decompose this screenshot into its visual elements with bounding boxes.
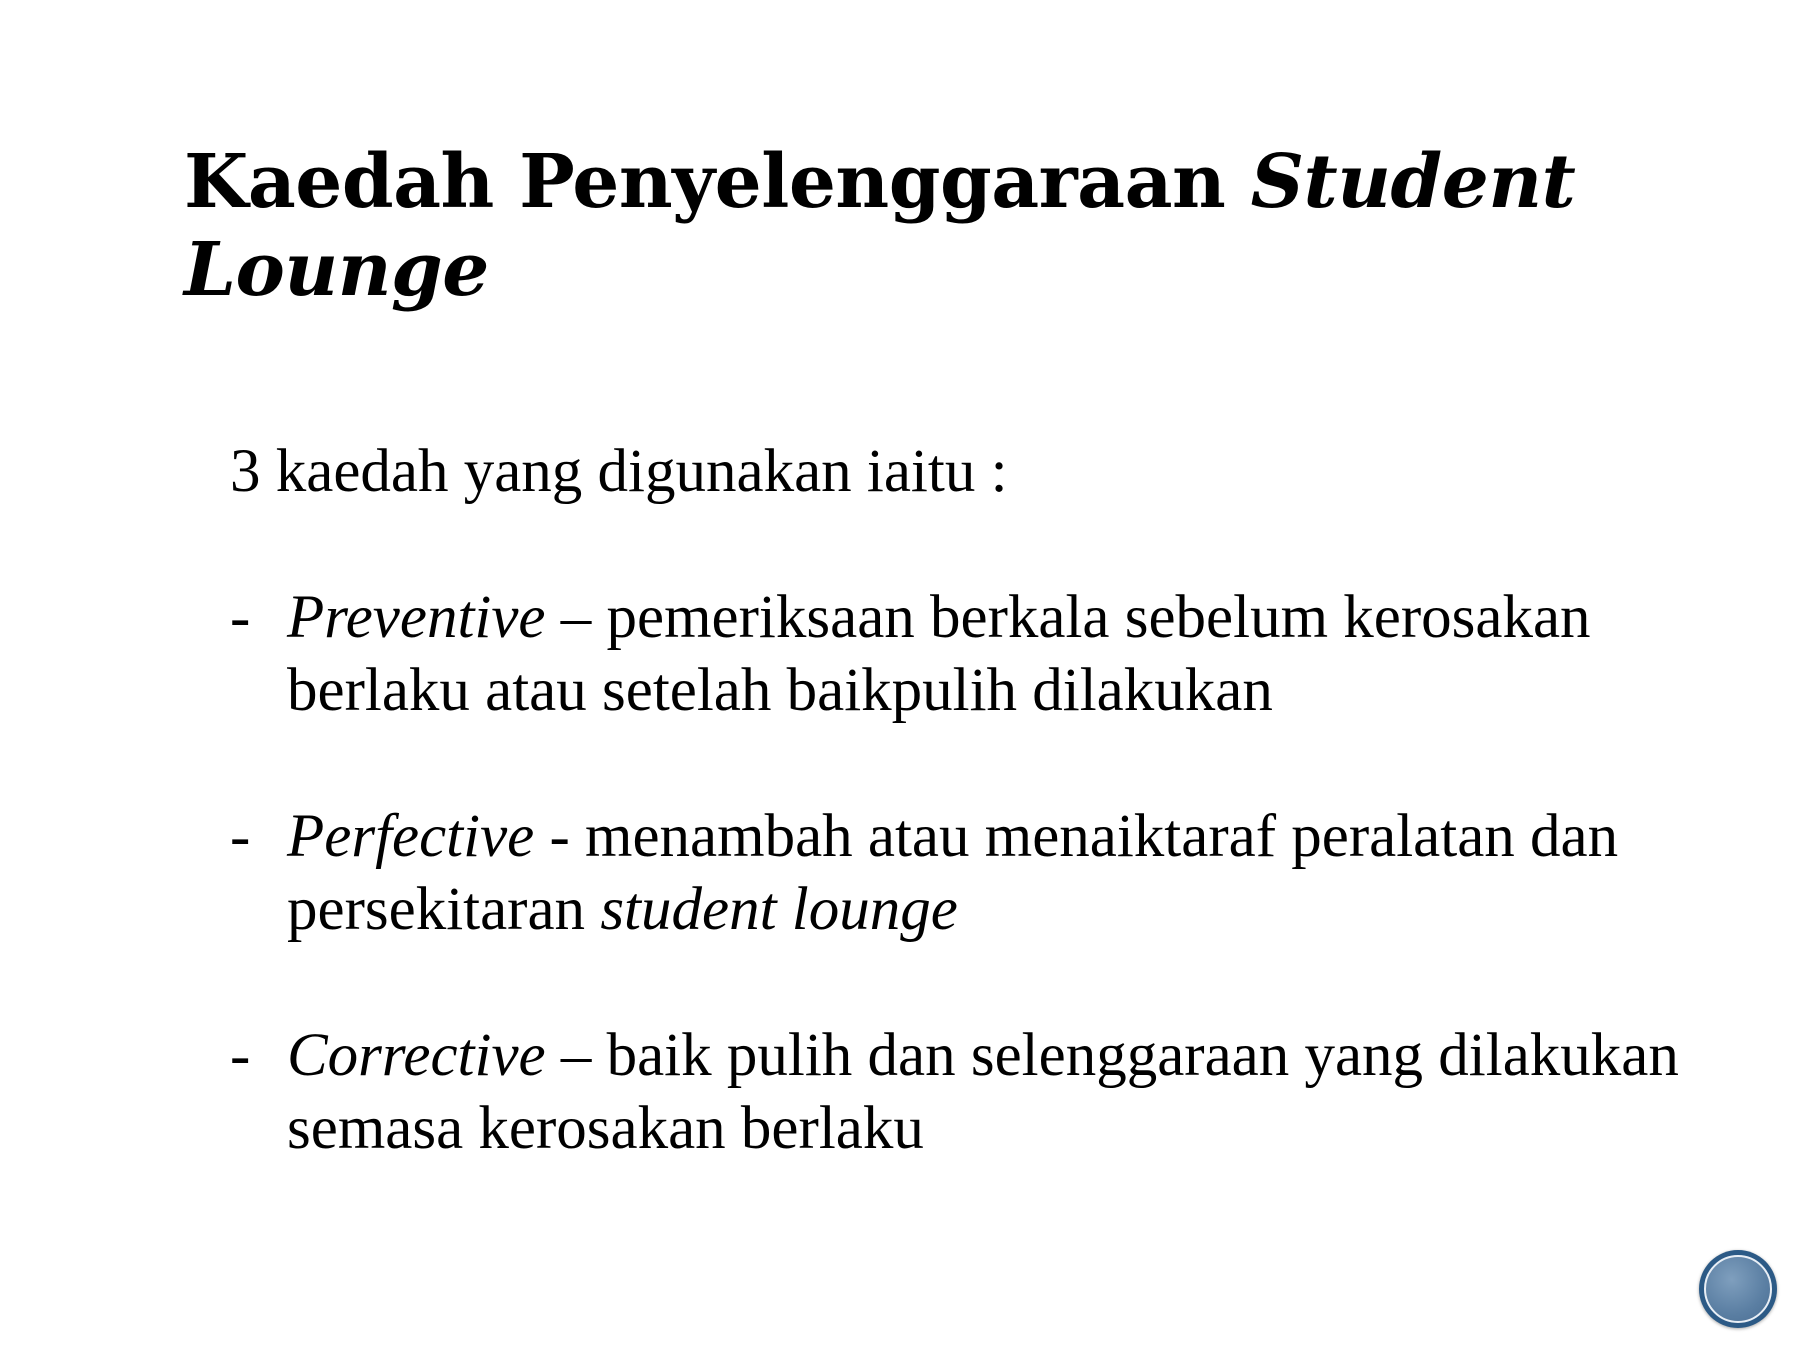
circle-nav-icon xyxy=(1704,1255,1772,1323)
list-item-perfective xyxy=(230,800,1770,946)
item-description: – baik pulih dan selenggaraan yang dilakukan semasa kerosakan berlaku xyxy=(287,1022,1679,1162)
bullet-dash: - xyxy=(230,1022,251,1089)
bullet-dash: - xyxy=(230,803,251,870)
intro-text: 3 kaedah yang digunakan iaitu : xyxy=(230,438,1008,505)
list-item-text xyxy=(287,800,1770,946)
bullet-dash: - xyxy=(230,584,251,651)
item-term: Perfective xyxy=(287,803,535,870)
list-item-text xyxy=(287,1019,1770,1165)
slide-body xyxy=(230,435,1770,1238)
item-italic-tail: student lounge xyxy=(600,876,958,943)
list-item-text xyxy=(287,581,1770,727)
slide-title xyxy=(184,138,1684,314)
item-term: Corrective xyxy=(287,1022,546,1089)
item-term: Preventive xyxy=(287,584,546,651)
slide-nav-button[interactable] xyxy=(1699,1250,1777,1328)
item-description: - menambah atau menaiktaraf peralatan dan persekitaran xyxy=(287,803,1619,943)
title-italic: Student Lounge xyxy=(184,139,1576,313)
title-main: Kaedah Penyelenggaraan xyxy=(184,139,1251,225)
item-description: – pemeriksaan berkala sebelum kerosakan berlaku atau setelah baikpulih dilakukan xyxy=(287,584,1591,724)
list-item-preventive xyxy=(230,581,1770,727)
list-item-corrective xyxy=(230,1019,1770,1165)
